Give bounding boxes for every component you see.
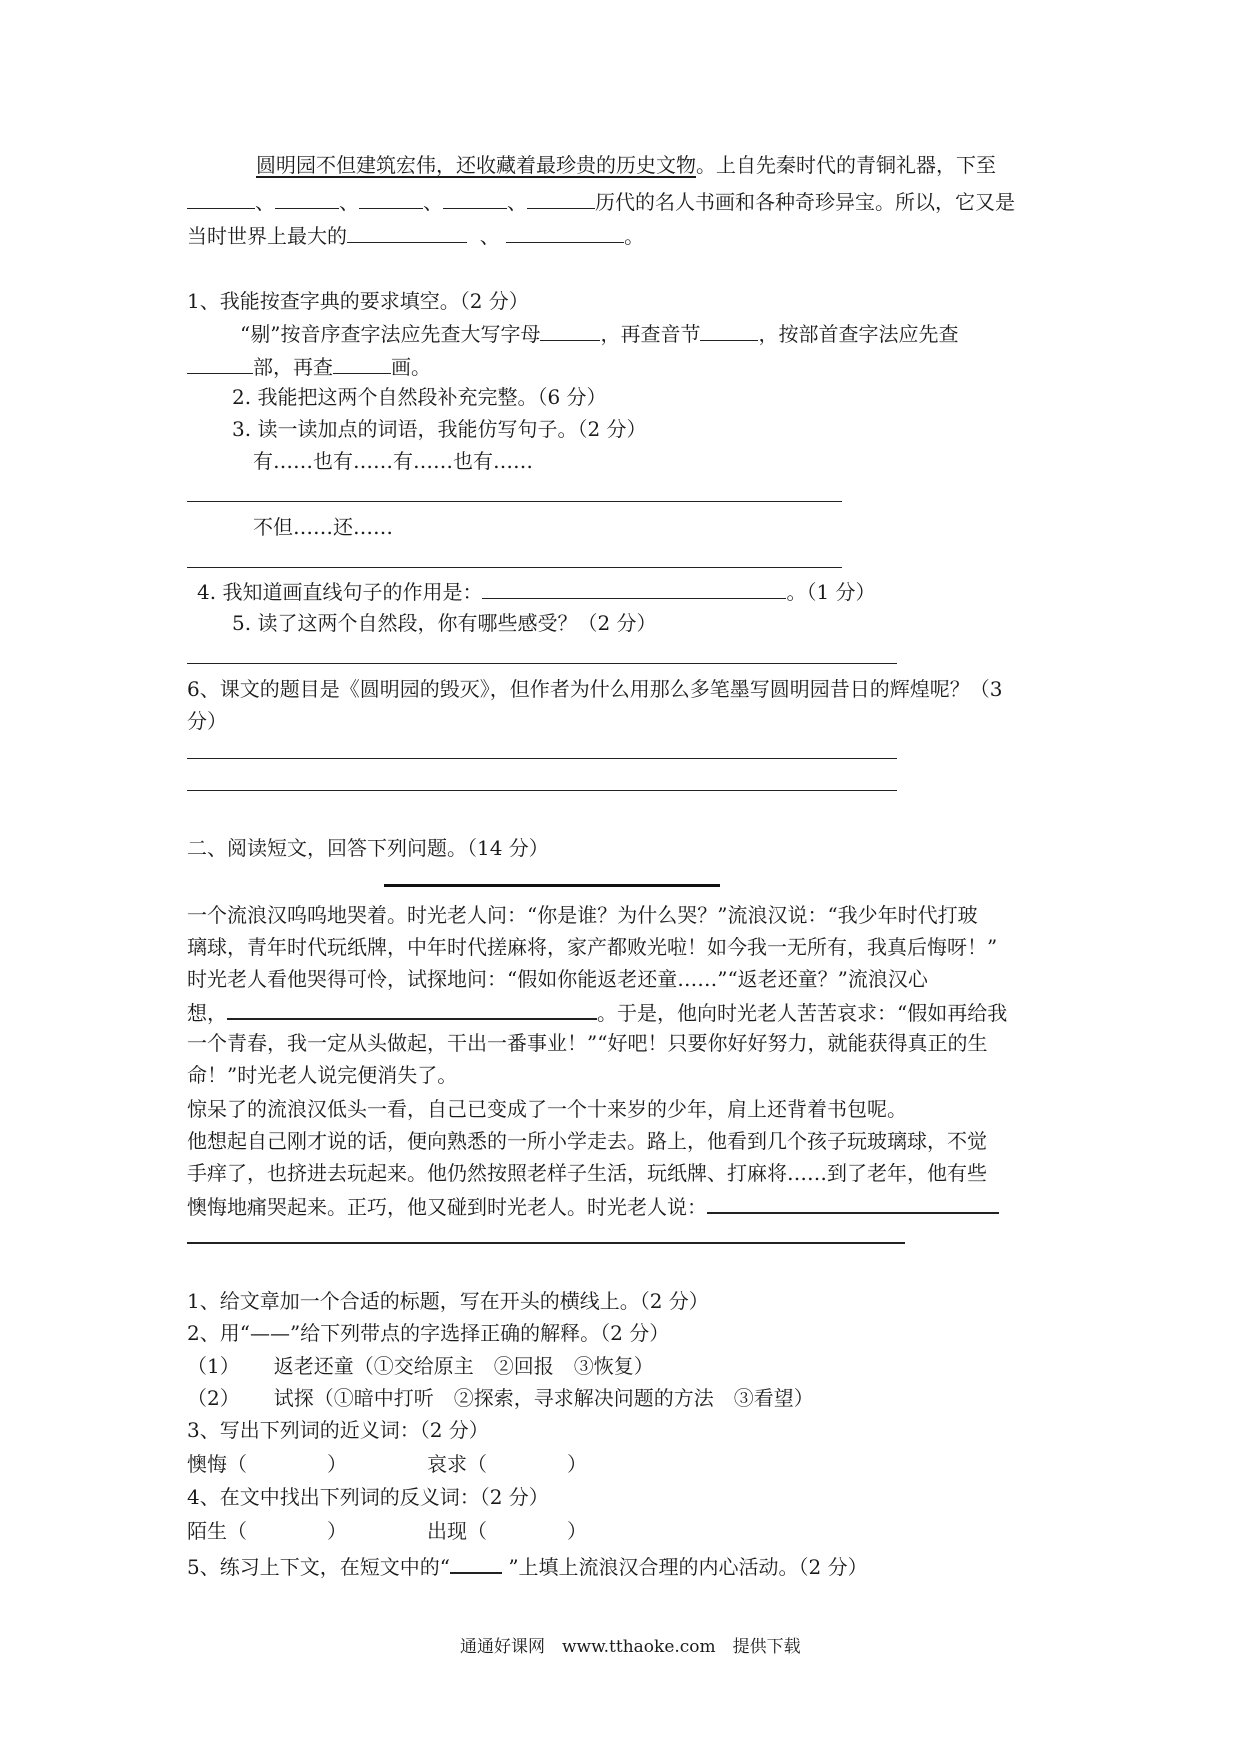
synonym-word-1: 懊悔（ ） — [187, 1452, 347, 1476]
inner-thought-blank[interactable] — [227, 996, 597, 1020]
blank[interactable] — [450, 1550, 502, 1574]
part2-question-4: 4、在文中找出下列词的反义词：（2 分） — [187, 1485, 549, 1509]
answer-line[interactable] — [187, 758, 897, 759]
blank[interactable] — [187, 351, 253, 374]
question-4: 4. 我知道画直线句子的作用是： 。（1 分） — [197, 576, 876, 607]
blank[interactable] — [506, 220, 624, 243]
story-line: 时光老人看他哭得可怜，试探地问：“假如你能返老还童……”“返老还童？”流浪汉心 — [187, 967, 928, 991]
story-line: 想， 。于是，他向时光老人苦苦哀求：“假如再给我 — [187, 996, 1007, 1028]
antonym-word-1: 陌生（ ） — [187, 1519, 347, 1543]
question-1-title: 1、我能按查字典的要求填空。（2 分） — [187, 289, 529, 313]
blank[interactable] — [187, 186, 255, 209]
story-line: 手痒了，也挤进去玩起来。他仍然按照老样子生活，玩纸牌、打麻将……到了老年，他有些 — [187, 1161, 987, 1185]
passage-line-3: 当时世界上最大的 、 。 — [187, 220, 644, 251]
story-line: 一个青春，我一定从头做起，干出一番事业！”“好吧！只要你好好努力，就能获得真正的生 — [187, 1031, 988, 1055]
footer-text: 通通好课网 www.tthaoke.com 提供下载 — [460, 1637, 801, 1657]
answer-line[interactable] — [187, 501, 842, 502]
section-2-heading: 二、阅读短文，回答下列问题。（14 分） — [187, 836, 549, 860]
story-line: 懊悔地痛哭起来。正巧，他又碰到时光老人。时光老人说： — [187, 1190, 999, 1222]
passage-line-2: 、 、 、 、 历代的名人书画和各种奇珍异宝。所以，它又是 — [187, 186, 1015, 217]
story-line: 他想起自己刚才说的话，便向熟悉的一所小学走去。路上，他看到几个孩子玩玻璃球，不觉 — [187, 1129, 987, 1153]
blank[interactable] — [443, 186, 507, 209]
answer-line[interactable] — [187, 567, 842, 568]
option-row-1: （1） 返老还童（①交给原主 ②回报 ③恢复） — [187, 1354, 654, 1378]
pattern-1: 有……也有……有……也有…… — [253, 449, 533, 473]
question-1-line-a: “剔”按音序查字法应先查大写字母 ，再查音节 ，按部首查字法应先查 — [240, 318, 958, 349]
answer-line[interactable] — [187, 663, 897, 664]
answer-line[interactable] — [187, 790, 897, 791]
part2-question-1: 1、给文章加一个合适的标题，写在开头的横线上。（2 分） — [187, 1289, 709, 1313]
blank[interactable] — [347, 220, 467, 243]
question-2: 2. 我能把这两个自然段补充完整。（6 分） — [232, 385, 607, 409]
passage-line-1: 圆明园不但建筑宏伟，还收藏着最珍贵的历史文物。上自先秦时代的青铜礼器，下至 — [256, 153, 996, 177]
blank[interactable] — [700, 318, 758, 341]
option-row-2: （2） 试探（①暗中打听 ②探索，寻求解决问题的方法 ③看望） — [187, 1386, 814, 1410]
story-line: 一个流浪汉呜呜地哭着。时光老人问：“你是谁？为什么哭？”流浪汉说：“我少年时代打玻 — [187, 903, 978, 927]
question-6-line-2: 分） — [187, 709, 227, 733]
title-blank-line[interactable] — [384, 884, 720, 887]
question-5: 5. 读了这两个自然段，你有哪些感受？（2 分） — [232, 611, 657, 635]
part2-question-2: 2、用“——”给下列带点的字选择正确的解释。（2 分） — [187, 1321, 670, 1345]
answer-line[interactable] — [187, 1242, 905, 1244]
part2-question-5: 5、练习上下文，在短文中的“ ”上填上流浪汉合理的内心活动。（2 分） — [187, 1550, 868, 1582]
antonym-word-2: 出现（ ） — [427, 1519, 587, 1543]
blank[interactable] — [482, 576, 786, 599]
story-line: 惊呆了的流浪汉低头一看，自己已变成了一个十来岁的少年，肩上还背着书包呢。 — [187, 1097, 907, 1121]
question-1-line-b: 部，再查 画。 — [187, 351, 431, 382]
blank[interactable] — [359, 186, 423, 209]
part2-question-3: 3、写出下列词的近义词：（2 分） — [187, 1418, 489, 1442]
blank[interactable] — [275, 186, 339, 209]
underlined-sentence: 圆明园不但建筑宏伟，还收藏着最珍贵的历史文物 — [256, 153, 696, 177]
question-6-line-1: 6、课文的题目是《圆明园的毁灭》，但作者为什么用那么多笔墨写圆明园昔日的辉煌呢？（3 — [187, 677, 1003, 701]
answer-blank[interactable] — [707, 1190, 999, 1214]
synonym-word-2: 哀求（ ） — [427, 1452, 587, 1476]
story-line: 命！”时光老人说完便消失了。 — [187, 1063, 458, 1087]
blank[interactable] — [527, 186, 595, 209]
blank[interactable] — [333, 351, 391, 374]
question-3: 3. 读一读加点的词语，我能仿写句子。（2 分） — [232, 417, 647, 441]
blank[interactable] — [540, 318, 600, 341]
story-line: 璃球，青年时代玩纸牌，中年时代搓麻将，家产都败光啦！如今我一无所有，我真后悔呀！” — [187, 935, 998, 959]
pattern-2: 不但……还…… — [253, 515, 393, 539]
